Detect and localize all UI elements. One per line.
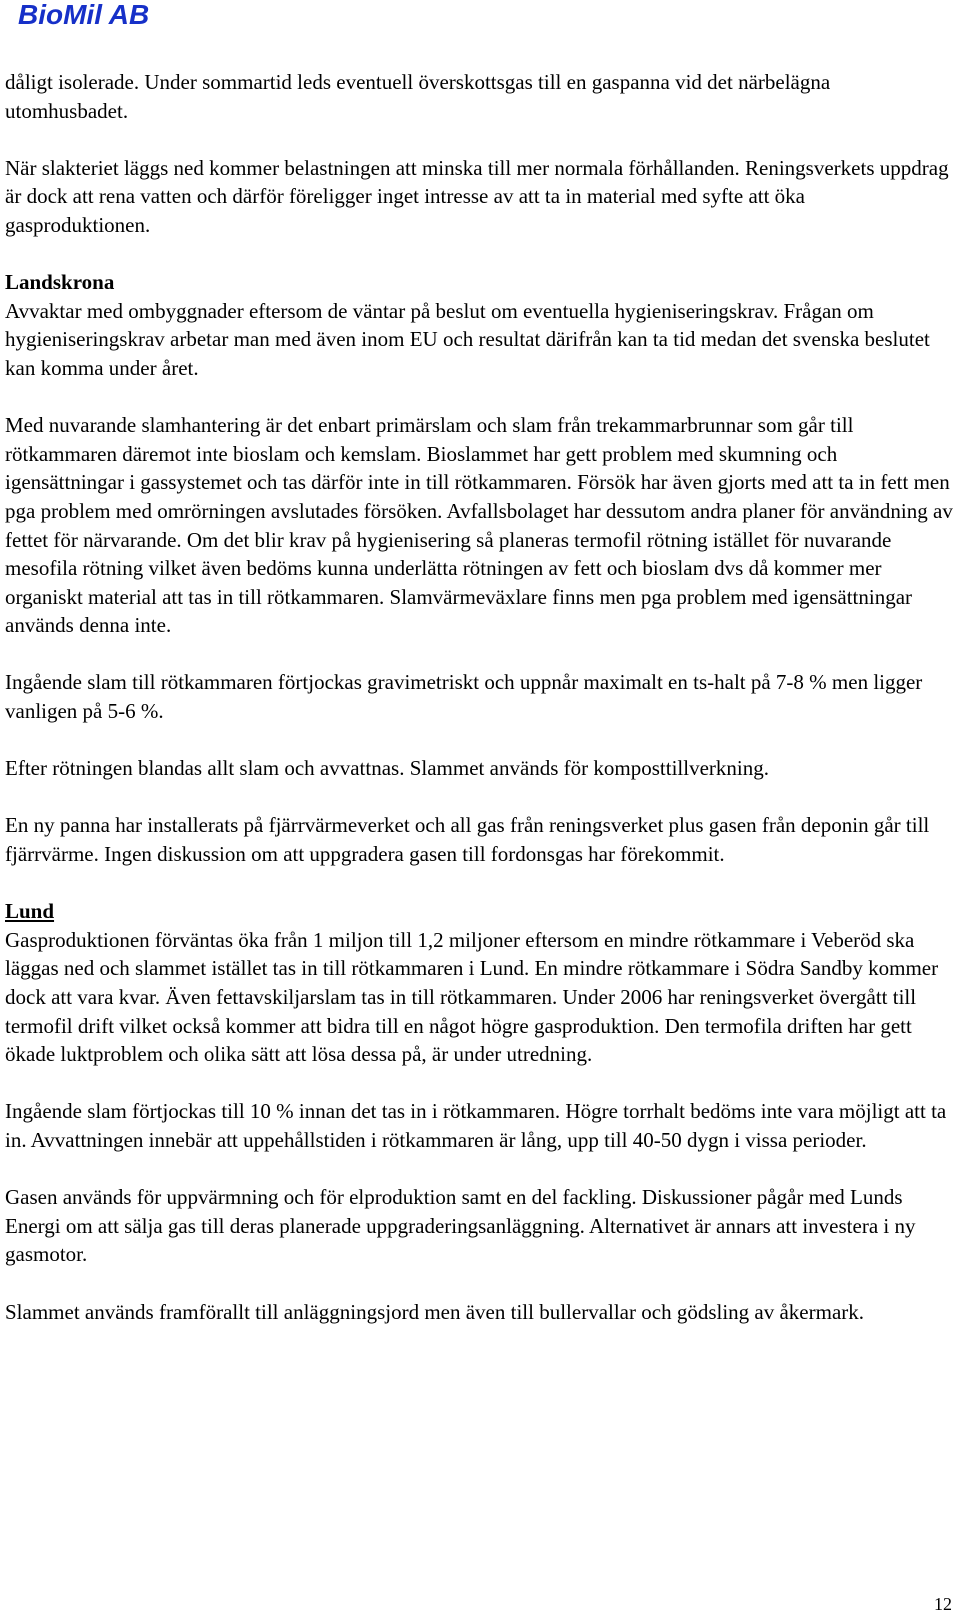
section-heading-lund: Lund (5, 899, 55, 924)
paragraph: En ny panna har installerats på fjärrvärmeverket och all gas från reningsverket plus gasen från deponin går till fjärrvärme. Ingen diskussion om att uppgradera gasen till fordonsgas har förekommit. (5, 813, 930, 867)
paragraph: Ingående slam till rötkammaren förtjockas gravimetriskt och uppnår maximalt en ts-halt på 7-8 % men ligger vanligen på 5-6 %. (5, 670, 923, 724)
paragraph: Ingående slam förtjockas till 10 % innan det tas in i rötkammaren. Högre torrhalt bedöms inte vara möjligt att ta in. Avvattningen innebär att uppehållstiden i rötkammaren är lång, upp till 40-50 dygn i vissa perioder. (5, 1099, 947, 1152)
company-logo-text: BioMil AB (18, 0, 150, 30)
paragraph: Gasproduktionen förväntas öka från 1 miljon till 1,2 miljoner eftersom en mindre rötkammare i Veberöd ska läggas ned och slammet istället tas in till rötkammaren i Lund. En mindre rötkammare i Södra Sandby kommer dock att vara kvar. Även fettavskiljarslam tas in till rötkammaren. Under 2006 har reningsverket övergått till termofil drift vilket också kommer att bidra till en något högre gasproduktion. Den termofila driften har gett ökade luktproblem och olika sätt att lösa dessa på, är under utredning. (5, 927, 939, 1067)
page-number: 12 (934, 1594, 952, 1614)
section-heading-landskrona: Landskrona (5, 270, 115, 295)
paragraph: När slakteriet läggs ned kommer belastningen att minska till mer normala förhållanden. Reningsverkets uppdrag är dock att rena vatten och därför föreligger inget intresse av att ta in material med syfte att öka gasproduktionen. (5, 155, 949, 237)
paragraph: Efter rötningen blandas allt slam och avvattnas. Slammet används för komposttillverkning. (5, 756, 769, 781)
paragraph: Slammet används framförallt till anläggningsjord men även till bullervallar och gödsling av åkermark. (5, 1299, 865, 1324)
paragraph: Med nuvarande slamhantering är det enbart primärslam och slam från trekammarbrunnar som går till rötkammaren däremot inte bioslam och kemslam. Bioslammet har gett problem med skumning och igensättningar i gassystemet och tas därför inte in till rötkammaren. Försök har även gjorts med att ta in fett men pga problem med omrörningen avslutades försöken. Avfallsbolaget har dessutom andra planer för användning av fettet för närvarande. Om det blir krav på hygienisering så planeras termofil rötning istället för nuvarande mesofila rötning vilket även bedöms kunna underlätta rötningen av fett och bioslam dvs då kommer mer organiskt material att tas in till rötkammaren. Slamvärmeväxlare finns men pga problem med igensättningar används denna inte. (5, 413, 953, 638)
paragraph: Gasen används för uppvärmning och för elproduktion samt en del fackling. Diskussioner pågår med Lunds Energi om att sälja gas till deras planerade uppgraderingsanläggning. Alternativet är annars att investera i ny gasmotor. (5, 1185, 916, 1267)
paragraph: dåligt isolerade. Under sommartid leds eventuell överskottsgas till en gaspanna vid det närbelägna utomhusbadet. (5, 70, 831, 123)
paragraph: Avvaktar med ombyggnader eftersom de väntar på beslut om eventuella hygieniseringskrav. Frågan om hygieniseringskrav arbetar man med även inom EU och resultat därifrån kan ta tid medan det svenska beslutet kan komma under året. (5, 298, 930, 380)
document-body (5, 68, 955, 1355)
